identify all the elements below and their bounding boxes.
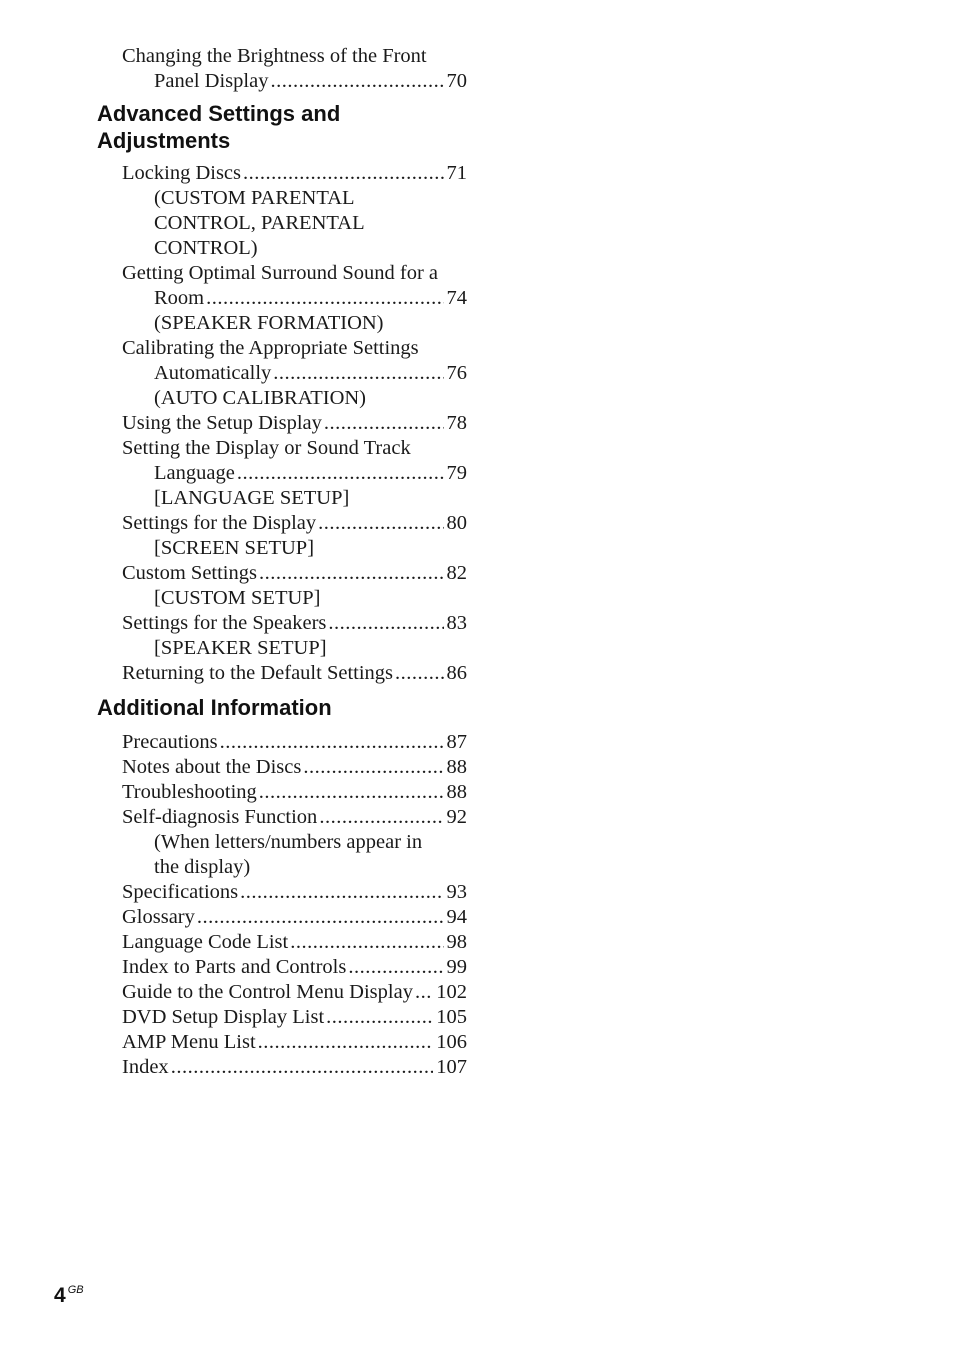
dot-leader	[273, 361, 443, 386]
toc-page-number: 106	[436, 1031, 467, 1053]
toc-page-number: 88	[446, 756, 467, 778]
dot-leader	[328, 611, 443, 636]
toc-entry-link[interactable]	[97, 930, 467, 955]
toc-page-number: 78	[446, 412, 467, 434]
toc-entry-title: Troubleshooting	[122, 781, 257, 803]
toc-page-number: 71	[446, 162, 467, 184]
toc-entry-subtitle: [CUSTOM SETUP]	[154, 587, 321, 609]
toc-entry-subtitle: the display)	[154, 856, 251, 878]
toc-entry-link[interactable]	[97, 730, 467, 755]
region-suffix: GB	[67, 1284, 84, 1296]
dot-leader	[206, 286, 443, 311]
toc-page-number: 86	[446, 662, 467, 684]
toc-entry-title: AMP Menu List	[122, 1031, 256, 1053]
toc-entry-link[interactable]	[97, 611, 467, 636]
toc-entry-title: Index	[122, 1056, 169, 1078]
dot-leader	[258, 1030, 434, 1055]
toc-page-number: 102	[436, 981, 467, 1003]
toc-page-number: 105	[436, 1006, 467, 1028]
toc-entry-title: Calibrating the Appropriate Settings	[122, 337, 419, 359]
toc-page-number: 87	[446, 731, 467, 753]
toc-entry-title: DVD Setup Display List	[122, 1006, 325, 1028]
page-number: 4	[54, 1284, 66, 1307]
table-of-contents	[97, 44, 467, 1080]
toc-entry-subtitle: (When letters/numbers appear in	[154, 831, 423, 853]
toc-entry-link[interactable]	[97, 805, 467, 830]
toc-entry-link[interactable]	[97, 880, 467, 905]
dot-leader	[243, 161, 444, 186]
toc-entry-link[interactable]	[97, 1030, 467, 1055]
dot-leader	[259, 561, 444, 586]
toc-entry-link[interactable]	[97, 286, 467, 311]
toc-entry-subtitle: (AUTO CALIBRATION)	[154, 387, 367, 409]
dot-leader	[259, 780, 444, 805]
toc-entry-link[interactable]	[97, 511, 467, 536]
toc-entry-link[interactable]	[97, 69, 467, 94]
toc-entry-title: Custom Settings	[122, 562, 257, 584]
toc-entry-title: Setting the Display or Sound Track	[122, 437, 411, 459]
toc-entry-subtitle: [LANGUAGE SETUP]	[154, 487, 350, 509]
dot-leader	[240, 880, 443, 905]
toc-page-number: 70	[446, 70, 467, 92]
toc-entry-title: Room	[154, 287, 205, 309]
toc-entry-link[interactable]	[97, 411, 467, 436]
toc-page-number: 94	[446, 906, 467, 928]
page-folio	[54, 1284, 84, 1308]
toc-entry-link[interactable]	[97, 780, 467, 805]
toc-page-number: 83	[446, 612, 467, 634]
toc-page-number: 76	[446, 362, 467, 384]
dot-leader	[326, 1005, 433, 1030]
section-heading-additional: Additional Information	[97, 695, 332, 720]
toc-page-number: 99	[446, 956, 467, 978]
toc-entry-link[interactable]	[97, 1005, 467, 1030]
toc-entry-title: Getting Optimal Surround Sound for a	[122, 262, 439, 284]
toc-entry-link[interactable]	[97, 561, 467, 586]
toc-entry-title: Using the Setup Display	[122, 412, 322, 434]
toc-page-number: 98	[446, 931, 467, 953]
dot-leader	[197, 905, 444, 930]
dot-leader	[303, 755, 443, 780]
toc-entry-subtitle: [SCREEN SETUP]	[154, 537, 315, 559]
dot-leader	[319, 805, 443, 830]
toc-entry-title: Returning to the Default Settings	[122, 662, 394, 684]
toc-page-number: 82	[446, 562, 467, 584]
toc-entry-link[interactable]	[97, 980, 467, 1005]
dot-leader	[395, 661, 443, 686]
toc-entry-link[interactable]	[97, 955, 467, 980]
toc-page-number: 92	[446, 806, 467, 828]
toc-page-number: 79	[446, 462, 467, 484]
toc-entry-title: Notes about the Discs	[122, 756, 302, 778]
dot-leader	[415, 980, 433, 1005]
toc-entry-subtitle: CONTROL, PARENTAL	[154, 212, 365, 234]
dot-leader	[348, 955, 443, 980]
toc-page-number: 93	[446, 881, 467, 903]
toc-entry-subtitle: CONTROL)	[154, 237, 258, 259]
toc-page-number: 88	[446, 781, 467, 803]
toc-page-number: 80	[446, 512, 467, 534]
toc-entry-link[interactable]	[97, 361, 467, 386]
dot-leader	[318, 511, 443, 536]
toc-entry-title: Index to Parts and Controls	[122, 956, 347, 978]
toc-entry-link[interactable]	[97, 161, 467, 186]
toc-page-number: 107	[436, 1056, 467, 1078]
toc-entry-title: Precautions	[122, 731, 218, 753]
toc-page-number: 74	[446, 287, 467, 309]
toc-entry-title: Automatically	[154, 362, 272, 384]
toc-entry-link[interactable]	[97, 755, 467, 780]
toc-entry-title: Language Code List	[122, 931, 289, 953]
toc-entry-link[interactable]	[97, 661, 467, 686]
toc-entry-title: Guide to the Control Menu Display	[122, 981, 413, 1003]
dot-leader	[270, 69, 443, 94]
dot-leader	[171, 1055, 434, 1080]
toc-entry-title: Settings for the Display	[122, 512, 317, 534]
toc-entry-subtitle: [SPEAKER SETUP]	[154, 637, 327, 659]
toc-entry-link[interactable]	[97, 905, 467, 930]
dot-leader	[290, 930, 443, 955]
dot-leader	[237, 461, 444, 486]
section-heading-advanced: Advanced Settings and Adjustments	[97, 101, 341, 153]
toc-entry-title: Specifications	[122, 881, 239, 903]
toc-entry-title: Settings for the Speakers	[122, 612, 327, 634]
toc-entry-title: Locking Discs	[122, 162, 241, 184]
dot-leader	[220, 730, 444, 755]
toc-entry-subtitle: (CUSTOM PARENTAL	[154, 187, 355, 209]
dot-leader	[324, 411, 444, 436]
toc-entry-link[interactable]	[97, 461, 467, 486]
toc-entry-title: Panel Display	[154, 70, 269, 92]
toc-entry-title: Changing the Brightness of the Front	[122, 45, 427, 67]
toc-entry-title: Self-diagnosis Function	[122, 806, 318, 828]
toc-entry-link[interactable]	[97, 1055, 467, 1080]
toc-entry-title: Language	[154, 462, 235, 484]
toc-entry-subtitle: (SPEAKER FORMATION)	[154, 312, 384, 334]
toc-entry-title: Glossary	[122, 906, 195, 928]
